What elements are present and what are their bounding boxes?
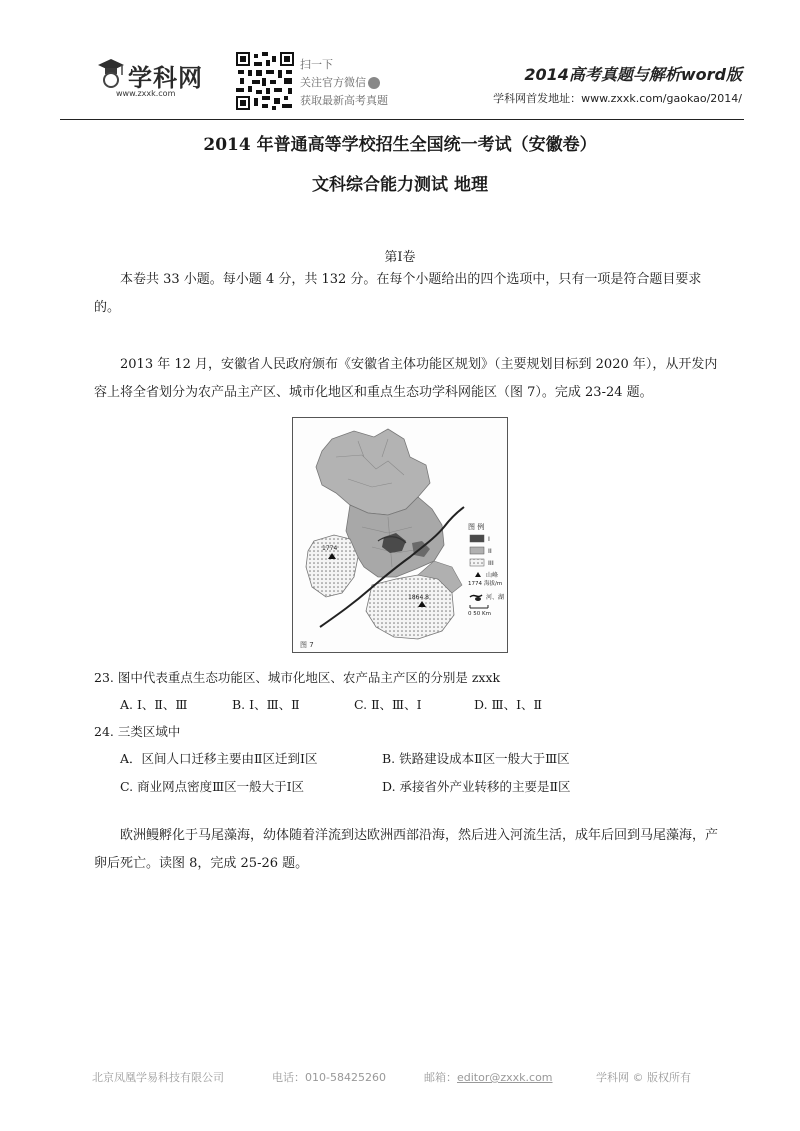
svg-text:III: III xyxy=(488,559,494,567)
map-caption: 图 7 xyxy=(300,641,314,649)
intro-paragraph: 本卷共 33 小题。每小题 4 分，共 132 分。在每个小题给出的四个选项中，只有一项是符合题目要求的。 xyxy=(94,272,702,315)
question-23-stem: 23. 图中代表重点生态功能区、城市化地区、农产品主产区的分别是 zxxk xyxy=(94,670,501,685)
question-24-option-b: B. 铁路建设成本Ⅱ区一般大于Ⅲ区 xyxy=(382,751,570,766)
footer-phone: 电话：010-58425260 xyxy=(272,1071,386,1084)
footer-email xyxy=(424,1069,553,1085)
svg-text:1774: 1774 xyxy=(468,581,482,587)
exam-subtitle: 文科综合能力测试 地理 xyxy=(312,175,488,195)
qr-code-icon xyxy=(236,52,294,110)
qr-caption xyxy=(300,56,388,110)
question-23-option-a: A. Ⅰ、Ⅱ、Ⅲ xyxy=(120,697,188,712)
svg-text:1864.8: 1864.8 xyxy=(408,594,429,601)
logo-mortarboard-icon xyxy=(96,55,126,89)
question-24-option-a: A．区间人口迁移主要由Ⅱ区迁到Ⅰ区 xyxy=(120,751,318,766)
question-23-option-b: B. Ⅰ、Ⅲ、Ⅱ xyxy=(232,697,300,712)
svg-text:山峰: 山峰 xyxy=(486,572,499,579)
footer-company: 北京凤凰学易科技有限公司 xyxy=(92,1071,224,1084)
svg-text:0 50 Km: 0 50 Km xyxy=(468,611,491,617)
section-heading: 第Ⅰ卷 xyxy=(384,250,416,265)
passage-2: 欧洲鳗孵化于马尾藻海，幼体随着洋流到达欧洲西部沿海，然后进入河流生活，成年后回到马尾藻海，产卵后死亡。读图 8，完成 25-26 题。 xyxy=(94,828,719,871)
logo-text: 学科网 xyxy=(128,64,203,92)
exam-title: 2014 年普通高等学校招生全国统一考试（安徽卷） xyxy=(203,135,597,155)
svg-text:图 例: 图 例 xyxy=(468,523,485,531)
svg-text:II: II xyxy=(488,547,492,555)
question-23-option-c: C. Ⅱ、Ⅲ、Ⅰ xyxy=(354,697,422,712)
wechat-icon xyxy=(368,77,380,89)
passage-1: 2013 年 12 月，安徽省人民政府颁布《安徽省主体功能区规划》（主要规划目标到 2020 年），从开发内容上将全省划分为农产品主产区、城市化地区和重点生态功学科网能区（图 7）。完成 23-24 题。 xyxy=(94,357,718,400)
anhui-zoning-map xyxy=(292,417,508,653)
qr-line-3: 获取最新高考真题 xyxy=(300,94,388,107)
svg-text:海拔/m: 海拔/m xyxy=(484,581,503,587)
svg-text:I: I xyxy=(488,535,490,543)
question-23-option-d: D. Ⅲ、Ⅰ、Ⅱ xyxy=(474,697,543,712)
header-divider xyxy=(60,119,744,120)
header-address: 学科网首发地址：www.zxxk.com/gaokao/2014/ xyxy=(493,92,742,105)
question-24-stem: 24. 三类区域中 xyxy=(94,724,181,739)
footer-email-link[interactable]: editor@zxxk.com xyxy=(457,1071,553,1084)
qr-line-1: 扫一下 xyxy=(300,58,333,71)
footer-email-label: 邮箱： xyxy=(424,1071,457,1084)
svg-text:河、湖: 河、湖 xyxy=(486,594,505,601)
question-24-option-d: D. 承接省外产业转移的主要是Ⅱ区 xyxy=(382,779,571,794)
footer-copyright: 学科网 © 版权所有 xyxy=(596,1071,691,1084)
qr-line-2: 关注官方微信 xyxy=(300,74,388,92)
question-24-option-c: C. 商业网点密度Ⅲ区一般大于Ⅰ区 xyxy=(120,779,305,794)
header-edition-title: 2014高考真题与解析word版 xyxy=(524,65,742,84)
svg-text:1774: 1774 xyxy=(322,545,338,552)
logo-url: www.zxxk.com xyxy=(116,89,176,98)
